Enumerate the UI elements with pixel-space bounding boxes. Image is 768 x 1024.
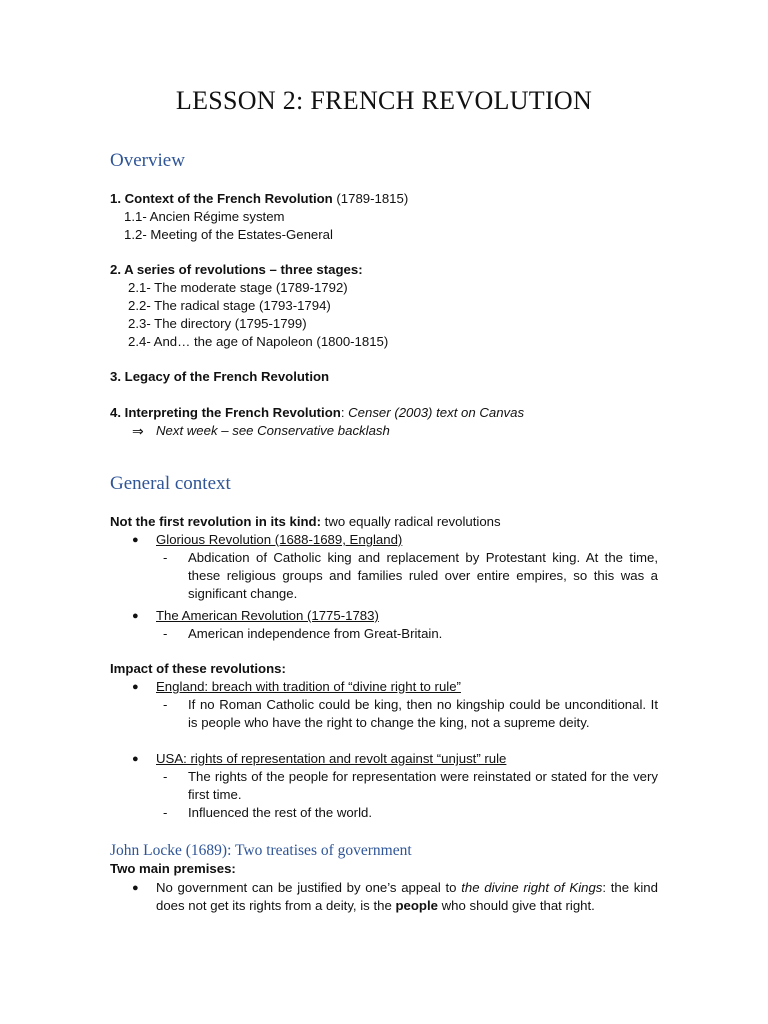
impact-heading: Impact of these revolutions: xyxy=(110,661,286,676)
overview-item-2-1: 2.1- The moderate stage (1789-1792) xyxy=(128,280,348,295)
overview-item-1-2: 1.2- Meeting of the Estates-General xyxy=(124,227,333,242)
overview-heading: Overview xyxy=(110,150,185,171)
item-4-italic: Censer (2003) text on Canvas xyxy=(348,405,525,420)
usa-impact-detail-1: The rights of the people for representation were reinstated or stated for the very first time. xyxy=(188,769,658,802)
dash-icon: - xyxy=(163,550,168,565)
usa-impact-detail-2: Influenced the rest of the world. xyxy=(188,805,373,820)
overview-item-2-3: 2.3- The directory (1795-1799) xyxy=(128,316,307,331)
glorious-revolution-detail: Abdication of Catholic king and replacement by Protestant king. At the time, these religious groups and families ruled over entire empires, so this was a significant change. xyxy=(188,550,658,601)
locke-heading: John Locke (1689): Two treatises of government xyxy=(110,842,412,859)
page-title: LESSON 2: FRENCH REVOLUTION xyxy=(175,86,593,115)
not-first-revolution xyxy=(110,513,501,531)
not-first-rest: two equally radical revolutions xyxy=(321,514,501,529)
england-impact-detail: If no Roman Catholic could be king, then no kingship could be unconditional. It is people who have the right to change the king, not a supreme deity. xyxy=(188,697,658,730)
premise-1-c: : the kind does not get its rights from a deity, is the xyxy=(156,880,658,913)
bullet-icon: ● xyxy=(132,882,139,894)
item-1-rest: (1789-1815) xyxy=(332,191,409,206)
premise-1-d: people xyxy=(395,898,438,913)
premise-1-e: who should give that right. xyxy=(437,898,595,913)
premise-1-b: the divine right of Kings xyxy=(461,880,603,895)
overview-item-2-2: 2.2- The radical stage (1793-1794) xyxy=(128,298,331,313)
overview-item-1 xyxy=(110,190,408,208)
bullet-icon: ● xyxy=(132,610,139,622)
glorious-revolution-label: Glorious Revolution (1688-1689, England) xyxy=(156,532,403,547)
overview-item-3: 3. Legacy of the French Revolution xyxy=(110,369,330,384)
usa-impact-label: USA: rights of representation and revolt against “unjust” rule xyxy=(156,751,507,766)
dash-icon: - xyxy=(163,769,168,784)
dash-icon: - xyxy=(163,805,168,820)
overview-item-2: 2. A series of revolutions – three stages: xyxy=(110,262,363,277)
premise-1-a: No government can be justified by one’s appeal to xyxy=(156,880,462,895)
overview-item-2-4: 2.4- And… the age of Napoleon (1800-1815) xyxy=(128,334,389,349)
overview-item-1-1: 1.1- Ancien Régime system xyxy=(124,209,285,224)
next-week-note: Next week – see Conservative backlash xyxy=(156,423,390,438)
dash-icon: - xyxy=(163,697,168,712)
arrow-icon: ⇒ xyxy=(132,423,144,439)
american-revolution-label: The American Revolution (1775-1783) xyxy=(156,608,379,623)
american-revolution-detail: American independence from Great-Britain. xyxy=(188,626,443,641)
not-first-bold: Not the first revolution in its kind: xyxy=(110,514,321,529)
item-4-colon: : xyxy=(340,405,349,420)
item-4-bold: 4. Interpreting the French Revolution xyxy=(110,405,341,420)
bullet-icon: ● xyxy=(132,681,139,693)
premise-1 xyxy=(156,879,658,915)
england-impact-label: England: breach with tradition of “divine right to rule” xyxy=(156,679,461,694)
dash-icon: - xyxy=(163,626,168,641)
bullet-icon: ● xyxy=(132,534,139,546)
item-1-bold: 1. Context of the French Revolution xyxy=(110,191,333,206)
general-context-heading: General context xyxy=(110,473,231,494)
bullet-icon: ● xyxy=(132,753,139,765)
overview-item-4 xyxy=(110,404,524,422)
two-premises-label: Two main premises: xyxy=(110,861,236,876)
